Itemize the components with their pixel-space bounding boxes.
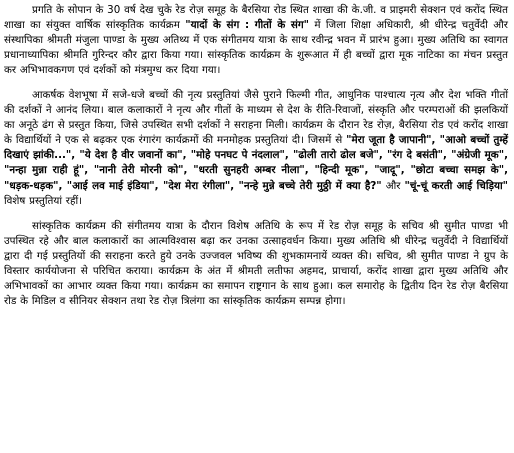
performance-final: "चूं-चूं करती आई चिड़िया" (404, 179, 508, 192)
performances-end: विशेष प्रस्तुतियां रहीं। (4, 194, 83, 207)
intro-text-cont: में जिला शिक्षा अधिकारी, श्री धीरेन्द्र चतुर्वेदी और संस्थापिका श्रीमती मंजुला पाण्डा के मुख्य अतिथ्य में एक संगीतमय यात्रा के साथ रवीन्द्र भवन में प्रारंभ हुआ। मुख्य अतिथि का स्वागत प्रधानाध्यापिका श्रीमति गुरिन्दर कौर द्वारा किया गया। सांस्कृतिक कार्यक्रम के शुरूआत में ही बच्चों द्वारा मूक नाटिका का मंचन प्रस्तुत कर अभिभावकगण एवं दर्शकों को मंत्रमुग्ध कर दिया गया। (4, 19, 509, 77)
performances-conj: और (381, 179, 405, 192)
paragraph-intro (4, 3, 508, 78)
paragraph-closing (4, 219, 508, 309)
closing-text: सांस्कृतिक कार्यक्रम की संगीतमय यात्रा के दौरान विशेष अतिथि के रूप में रेड रोज़ समूह के सचिव श्री सुमीत पाण्डा भी उपस्थित रहे और बाल कलाकारों का आत्मविश्वास बढ़ा कर उनका उत्साहवर्धन किया। मुख्य अतिथि श्री धीरेन्द्र चतुर्वेदी ने विद्यार्थियों द्वारा दी गई प्रस्तुतियों की सराहना करते हुये उनके उज्जवल भविष्य की शुभकामनायें व्यक्त की। सचिव, श्री सुमीत पाण्डा ने ग्रुप के विस्तार कार्ययोजना से परिचित कराया। कार्यक्रम के अंत में श्रीमती लतीफा अहमद, प्राचार्या, करोंद शाखा द्वारा मुख्य अतिथि और अभिभावकों का आभार व्यक्त किया गया। कार्यक्रम का समापन राष्ट्रगान के साथ हुआ। कल समारोह के द्वितीय दिन रेड रोज़ बैरसिया रोड के मिडिल व सीनियर सेक्शन तथा रेड रोज़ त्रिलंगा का सांस्कृतिक कार्यक्रम सम्पन्न होगा। (4, 219, 508, 307)
paragraph-performances (4, 88, 508, 208)
event-title: "यादों के संग : गीतों के संग" (185, 19, 310, 32)
intro-text: प्रगति के सोपान के 30 वर्ष देख चुके रेड रोज़ समूह के बैरसिया रोड स्थित शाखा की के.जी. व प्राइमरी सेक्शन एवं करोंद स्थित शाखा का संयुक्त वार्षिक सांस्कृतिक कार्यक्रम (4, 4, 508, 32)
performances-text: आकर्षक वेशभूषा में सजे-धजे बच्चों की नृत्य प्रस्तुतियां जैसे पुराने फिल्मी गीत, आधुनिक पाश्चात्य नृत्य और देश भक्ति गीतों की दर्शकों ने आनंद लिया। बाल कलाकारों ने नृत्य और गीतों के माध्यम से देश के रीति-रिवाजों, संस्कृति और परम्पराओं की झलकियों का अनूठे ढंग से प्रस्तुत किया, जिसे उपस्थित सभी दर्शकों ने सराहना मिली। कार्यक्रम के दौरान रेड रोज़, बैरसिया रोड एवं करोंद शाखा के विद्यार्थियों ने एक से बढ़कर एक रंगारंग कार्यक्रमों की मनमोहक प्रस्तुतियां दी। जिसमें से (4, 89, 508, 147)
performance-list: "मेरा जूता है जापानी", "आओ बच्चों तुम्हें दिखाएं झांकी...", "ये देश है वीर जवानों का", "मोहे पनघट पे नंदलाल", "ढोली तारो ढोल बजे", "रंग दे बसंती", "अंग्रेजी मूक", "नन्हा मुन्ना राही हूं", "नानी तेरी मोरनी को", "धरती सुनहरी अम्बर नीला", "हिन्दी मूक", "जादू", "छोटा बच्चा समझ के", "धड़क-धड़क", "आई लव माई इंडिया", "देश मेरा रंगीला", "नन्हे मुन्ने बच्चे तेरी मुठ्ठी में क्या है?" (4, 134, 508, 192)
